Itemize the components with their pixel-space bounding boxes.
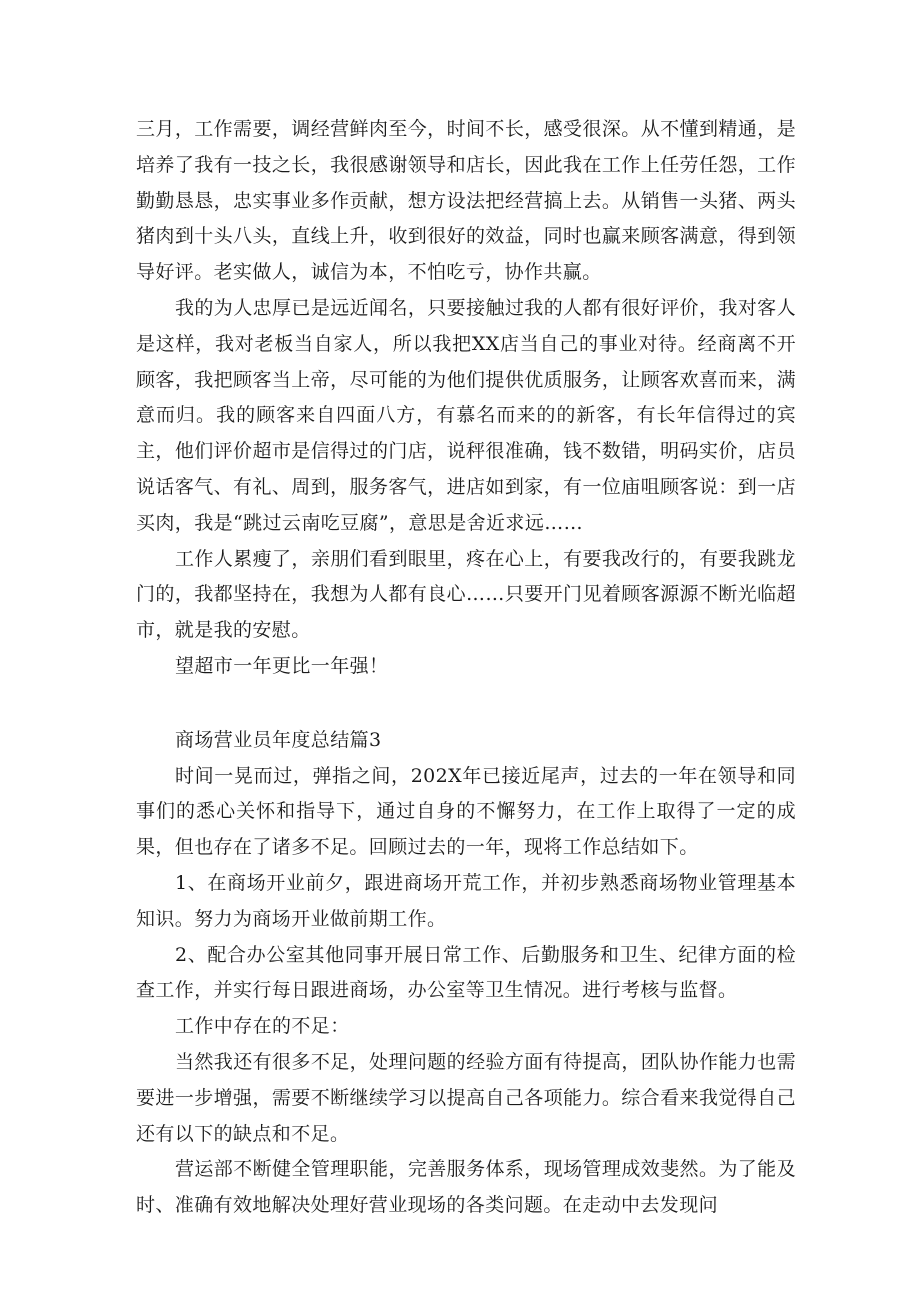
paragraph-intro: 时间一晃而过，弹指之间，202X年已接近尾声，过去的一年在领导和同事们的悉心关怀和指导下，通过自身的不懈努力，在工作上取得了一定的成果，但也存在了诸多不足。回顾过去的一年，现将工作总结如下。	[136, 764, 796, 859]
document-page	[136, 112, 796, 1224]
paragraph-wish: 望超市一年更比一年强！	[175, 654, 389, 677]
section-spacer	[136, 685, 796, 723]
paragraph-continued: 三月，工作需要，调经营鲜肉至今，时间不长，感受很深。从不懂到精通，是培养了我有一技之长，我很感谢领导和店长，因此我在工作上任劳任怨，工作勤勤恳恳，忠实事业多作贡献，想方设法把经营搞上去。从销售一头猪、两头猪肉到十头八头，直线上升，收到很好的效益，同时也赢来顾客满意，得到领导好评。老实做人，诚信为本，不怕吃亏，协作共赢。	[136, 118, 796, 284]
paragraph-persistence: 工作人累瘦了，亲朋们看到眼里，疼在心上，有要我改行的，有要我跳龙门的，我都坚持在，我想为人都有良心……只要开门见着顾客源源不断光临超市，就是我的安慰。	[136, 547, 796, 642]
section-heading: 商场营业员年度总结篇3	[175, 728, 382, 751]
paragraph-item-1: 1、在商场开业前夕，跟进商场开荒工作，并初步熟悉商场物业管理基本知识。努力为商场开业做前期工作。	[136, 871, 796, 930]
paragraph-character: 我的为人忠厚已是远近闻名，只要接触过我的人都有很好评价，我对客人是这样，我对老板当自家人，所以我把XX店当自己的事业对待。经商离不开顾客，我把顾客当上帝，尽可能的为他们提供优质服务，让顾客欢喜而来，满意而归。我的顾客来自四面八方，有慕名而来的的新客，有长年信得过的宾主，他们评价超市是信得过的门店，说秤很准确，钱不数错，明码实价，店员说话客气、有礼、周到，服务客气，进店如到家，有一位庙咀顾客说：到一店买肉，我是“跳过云南吃豆腐”，意思是舍近求远……	[136, 296, 796, 534]
paragraph-shortcomings-title: 工作中存在的不足：	[175, 1015, 350, 1038]
paragraph-operations: 营运部不断健全管理职能，完善服务体系，现场管理成效斐然。为了能及时、准确有效地解决处理好营业现场的各类问题。在走动中去发现问	[136, 1158, 796, 1217]
paragraph-shortcomings: 当然我还有很多不足，处理问题的经验方面有待提高，团队协作能力也需要进一步增强，需要不断继续学习以提高自己各项能力。综合看来我觉得自己还有以下的缺点和不足。	[136, 1050, 796, 1145]
paragraph-item-2: 2、配合办公室其他同事开展日常工作、后勤服务和卫生、纪律方面的检查工作，并实行每日跟进商场，办公室等卫生情况。进行考核与监督。	[136, 943, 796, 1002]
